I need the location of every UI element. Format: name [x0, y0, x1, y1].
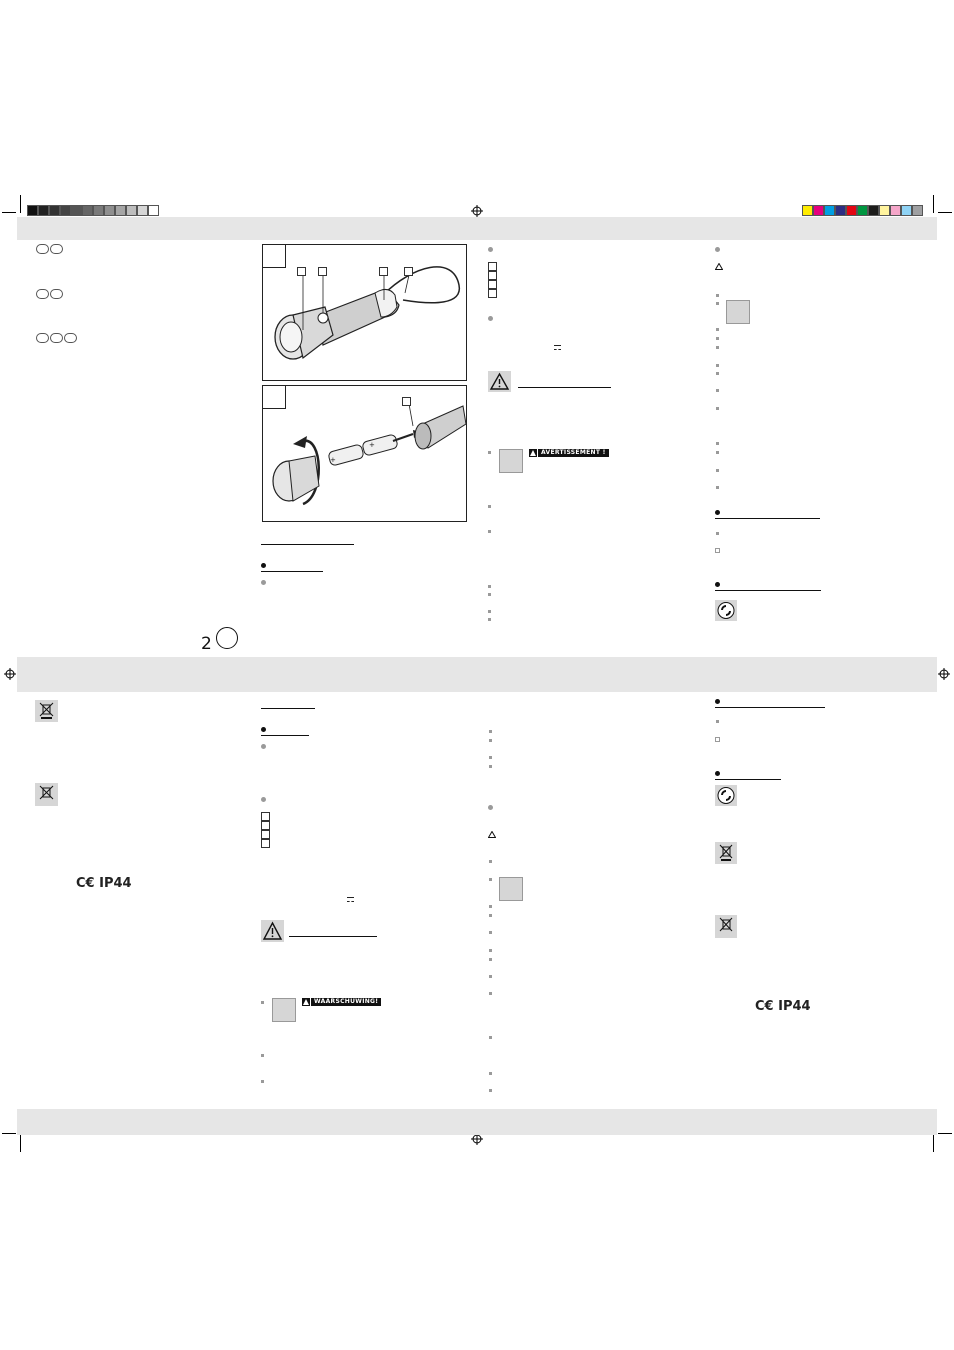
list-bullet [261, 580, 266, 585]
battery-bin-icon [715, 915, 737, 938]
subheading-rule [261, 571, 323, 572]
list-bullet [488, 530, 491, 533]
color-swatch [27, 205, 38, 216]
color-swatch [824, 205, 835, 216]
parts-list-box [261, 839, 270, 848]
list-bullet [489, 730, 492, 733]
list-bullet [489, 975, 492, 978]
parts-list-box [488, 262, 497, 271]
list-bullet [716, 372, 719, 375]
list-bullet [489, 1036, 492, 1039]
color-swatch [868, 205, 879, 216]
warning-heading-rule [518, 387, 611, 388]
color-swatch [813, 205, 824, 216]
color-swatch [115, 205, 126, 216]
list-bullet [488, 610, 491, 613]
color-swatch [38, 205, 49, 216]
warning-triangle-icon [488, 371, 511, 392]
list-bullet [715, 247, 720, 252]
section-heading-rule [261, 544, 354, 545]
list-bullet [715, 737, 720, 742]
ce-ip44-mark: C€ IP44 [76, 876, 132, 891]
heading-bullet [715, 699, 720, 704]
page-number: 2 [201, 634, 212, 654]
ce-ip44-mark: C€ IP44 [755, 999, 811, 1014]
crossed-bin-icon [715, 842, 737, 864]
list-bullet [261, 1001, 264, 1004]
warning-triangle-icon [715, 263, 723, 270]
mini-warning-icon [529, 449, 537, 457]
list-bullet [489, 739, 492, 742]
color-swatch [802, 205, 813, 216]
parts-list-box [488, 280, 497, 289]
list-bullet [489, 765, 492, 768]
green-dot-icon [715, 785, 737, 806]
warning-label: WAARSCHUWING! [311, 998, 381, 1006]
green-dot-icon [715, 600, 737, 621]
list-bullet [716, 294, 719, 297]
list-bullet [716, 389, 719, 392]
list-bullet [716, 451, 719, 454]
heading-bullet [261, 727, 266, 732]
list-bullet [489, 905, 492, 908]
section-heading-rule [715, 707, 825, 708]
list-bullet [489, 756, 492, 759]
crossed-bin-icon [35, 700, 58, 722]
color-swatch [846, 205, 857, 216]
parts-list-box [488, 289, 497, 298]
lang-badge-be [50, 244, 63, 254]
battery-bin-icon [35, 783, 58, 806]
figure-1-panel [262, 244, 467, 381]
callout-box [404, 267, 413, 276]
list-bullet [261, 744, 266, 749]
color-swatch [890, 205, 901, 216]
color-swatch [857, 205, 868, 216]
list-bullet [488, 593, 491, 596]
color-swatch [126, 205, 137, 216]
list-bullet [488, 618, 491, 621]
header-band [17, 217, 937, 240]
heading-bullet [715, 510, 720, 515]
list-bullet [489, 992, 492, 995]
color-swatch [49, 205, 60, 216]
list-bullet [488, 247, 493, 252]
registration-mark-icon [938, 668, 950, 680]
small-parts-icon [499, 877, 523, 901]
child-warning-icon [499, 449, 523, 473]
heading-bullet [715, 771, 720, 776]
color-swatch [93, 205, 104, 216]
section-heading-rule [715, 590, 821, 591]
dc-symbol [347, 897, 354, 902]
list-bullet [716, 407, 719, 410]
list-bullet [261, 1054, 264, 1057]
page-number-circle [216, 627, 238, 649]
color-swatch [82, 205, 93, 216]
list-bullet [488, 805, 493, 810]
lang-badge-nl [36, 289, 49, 299]
list-bullet [489, 931, 492, 934]
warning-heading-rule [289, 936, 377, 937]
list-bullet [715, 548, 720, 553]
warning-triangle-icon [488, 831, 496, 838]
heading-bullet [715, 582, 720, 587]
list-bullet [261, 1080, 264, 1083]
registration-mark-icon [4, 668, 16, 680]
lang-badge-be [50, 289, 63, 299]
list-bullet [489, 949, 492, 952]
middle-band [17, 657, 937, 692]
list-bullet [716, 486, 719, 489]
color-swatch [137, 205, 148, 216]
callout-box [379, 267, 388, 276]
list-bullet [488, 316, 493, 321]
figure-1-number [262, 244, 286, 268]
color-swatch [148, 205, 159, 216]
registration-mark-icon [471, 205, 483, 217]
list-bullet [716, 364, 719, 367]
figure-2-panel [262, 385, 467, 522]
list-bullet [488, 505, 491, 508]
battery-insertion-illustration [263, 386, 466, 521]
color-swatch [901, 205, 912, 216]
lang-badge-ch [64, 333, 77, 343]
parts-list-box [261, 812, 270, 821]
figure-2-number [262, 385, 286, 409]
color-swatch [60, 205, 71, 216]
heading-bullet [261, 563, 266, 568]
parts-list-box [261, 821, 270, 830]
lang-badge-fr [36, 244, 49, 254]
list-bullet [489, 1072, 492, 1075]
callout-box [402, 397, 411, 406]
footer-band [17, 1109, 937, 1135]
color-swatch [879, 205, 890, 216]
dc-symbol [554, 345, 561, 350]
small-parts-icon [726, 300, 750, 324]
color-swatch [71, 205, 82, 216]
list-bullet [489, 860, 492, 863]
section-heading-rule [261, 708, 315, 709]
parts-list-box [261, 830, 270, 839]
list-bullet [489, 1089, 492, 1092]
list-bullet [716, 346, 719, 349]
list-bullet [489, 878, 492, 881]
list-bullet [488, 451, 491, 454]
list-bullet [716, 532, 719, 535]
list-bullet [716, 337, 719, 340]
mini-warning-icon [302, 998, 310, 1006]
list-bullet [716, 442, 719, 445]
list-bullet [716, 328, 719, 331]
list-bullet [261, 797, 266, 802]
callout-box [318, 267, 327, 276]
list-bullet [716, 302, 719, 305]
color-swatch [835, 205, 846, 216]
battery-plus-sign: + [330, 456, 336, 464]
list-bullet [489, 958, 492, 961]
warning-label: AVERTISSEMENT ! [538, 449, 609, 457]
battery-plus-sign: + [369, 441, 375, 449]
child-warning-icon [272, 998, 296, 1022]
list-bullet [716, 720, 719, 723]
warning-triangle-icon [261, 920, 284, 942]
section-heading-rule [715, 779, 781, 780]
flashlight-illustration [263, 245, 466, 380]
color-swatch [912, 205, 923, 216]
section-heading-rule [715, 518, 820, 519]
list-bullet [489, 914, 492, 917]
parts-list-box [488, 271, 497, 280]
callout-box [297, 267, 306, 276]
list-bullet [488, 585, 491, 588]
color-swatch [104, 205, 115, 216]
lang-badge-de [36, 333, 49, 343]
subheading-rule [261, 735, 309, 736]
lang-badge-at [50, 333, 63, 343]
list-bullet [716, 469, 719, 472]
